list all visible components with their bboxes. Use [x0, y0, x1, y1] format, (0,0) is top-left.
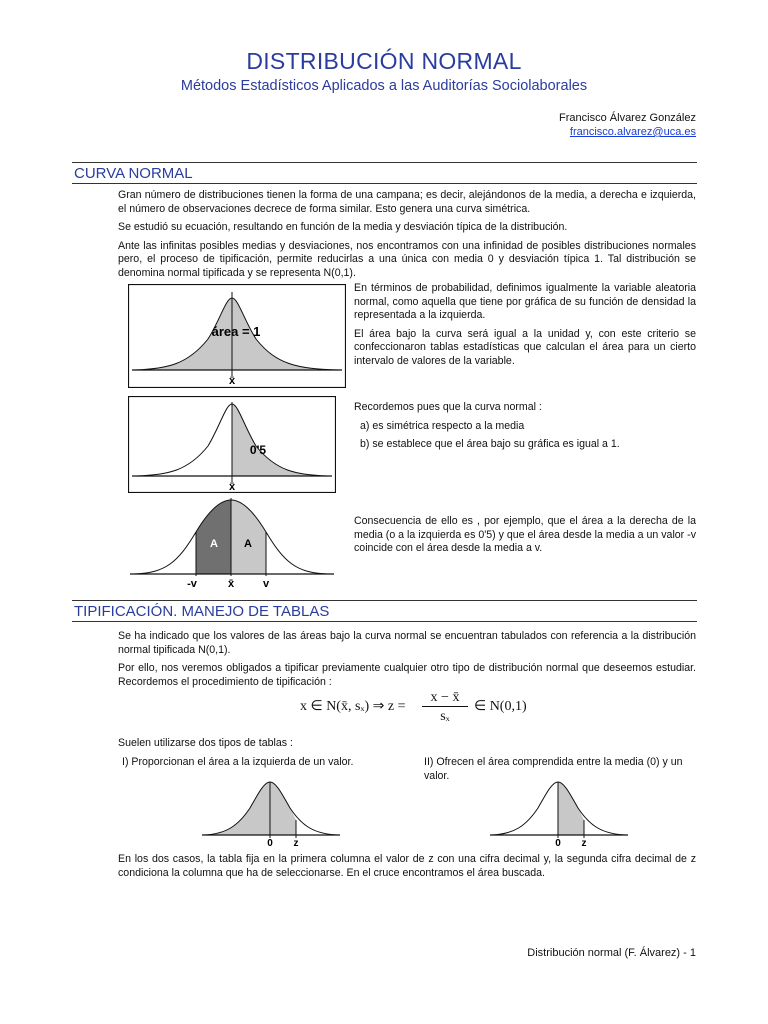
figure-normal-curve-half: [128, 396, 336, 493]
paragraph: Se estudió su ecuación, resultando en función de la media y desviación típica de la distribución.: [118, 221, 568, 233]
section-title-curva-normal: CURVA NORMAL: [72, 162, 697, 184]
axis-mean-label: x̄: [228, 375, 236, 387]
figure-normal-curve-area-one: [128, 284, 346, 388]
list-item: b) se establece que el área bajo su gráfica es igual a 1.: [360, 438, 620, 450]
tipificacion-text: [118, 630, 696, 694]
intro-text: [118, 189, 696, 285]
conclusion-text: [118, 853, 696, 885]
table-types-intro: [118, 737, 696, 756]
formula-numerator: x − x̄: [422, 690, 468, 707]
area-label-left: A: [210, 538, 218, 550]
paragraph: Ante las infinitas posibles medias y desviaciones, nos encontramos con una infinidad de posibles distribuciones normales pero, el proceso de tipificación, permite reducirlas a una única con media 0 y desviación típica 1. Tal distribución se denomina normal tipificada y se representa N(0,1).: [118, 239, 696, 279]
author-block: [559, 111, 696, 139]
paragraph: Gran número de distribuciones tienen la forma de una campana; es decir, alejándonos de la media, a derecha e izquierda, el número de observaciones decrece de forma similar. Esto genera una curva simétrica.: [118, 189, 696, 215]
paragraph: I) Proporcionan el área a la izquierda de un valor.: [122, 756, 354, 768]
page-title: DISTRIBUCIÓN NORMAL: [246, 48, 522, 74]
paragraph: En términos de probabilidad, definimos igualmente la variable aleatoria normal, como aquella que tiene por gráfica de su función de densidad la representada a la izquierda.: [354, 282, 696, 321]
consequence-text: [354, 515, 696, 561]
figure-table-left-area: [200, 778, 342, 850]
paragraph: Por ello, nos veremos obligados a tipificar previamente cualquier otro tipo de distribución normal que deseemos estudiar. Recordemos el procedimiento de tipificación :: [118, 662, 696, 688]
probability-text: [354, 282, 696, 373]
author-email-link[interactable]: francisco.alvarez@uca.es: [569, 126, 696, 138]
axis-neg-v-label: -v: [187, 578, 197, 590]
paragraph: Consecuencia de ello es , por ejemplo, que el área a la derecha de la media (o a la izquierda es 0'5) y que el área desde la media a un valor -v coincide con el área desde la media a v.: [354, 515, 696, 554]
axis-mean-label: x̄: [227, 578, 235, 590]
figure-table-mean-to-z-area: [488, 778, 630, 850]
axis-v-label: v: [262, 578, 270, 590]
paragraph: Recordemos pues que la curva normal :: [354, 401, 542, 413]
paragraph: En los dos casos, la tabla fija en la primera columna el valor de z con una cifra decimal y, la segunda cifra decimal de z condiciona la columna que ha de seleccionarse. En el cruce encontramos el área buscada.: [118, 853, 696, 879]
axis-zero-label: 0: [555, 838, 561, 849]
standardization-formula: [300, 690, 540, 726]
formula-denominator: sₓ: [440, 709, 450, 724]
figure-label: 0'5: [249, 443, 267, 457]
author-name: Francisco Álvarez González: [559, 112, 696, 124]
paragraph: El área bajo la curva será igual a la unidad y, con este criterio se confeccionaron tablas estadísticas que calculan el área para un cierto intervalo de valores de la variable.: [354, 327, 696, 367]
paragraph: Se ha indicado que los valores de las áreas bajo la curva normal se encuentran tabulados con referencia a la distribución normal tipificada N(0,1).: [118, 630, 696, 656]
figure-label: área = 1: [211, 324, 261, 339]
table-type-one: [122, 756, 392, 775]
area-label-right: A: [244, 538, 252, 550]
page-subtitle: Métodos Estadísticos Aplicados a las Auditorías Sociolaborales: [180, 78, 588, 94]
axis-z-label: z: [293, 838, 299, 849]
axis-zero-label: 0: [267, 838, 273, 849]
paragraph: II) Ofrecen el área comprendida entre la media (0) y un valor.: [424, 756, 683, 782]
axis-z-label: z: [581, 838, 587, 849]
formula-right: ∈ N(0,1): [474, 699, 527, 714]
properties-text: [354, 401, 696, 457]
section-title-tipificacion: TIPIFICACIÓN. MANEJO DE TABLAS: [72, 600, 697, 622]
page-footer: Distribución normal (F. Álvarez) - 1: [527, 947, 696, 959]
paragraph: Suelen utilizarse dos tipos de tablas :: [118, 737, 293, 749]
figure-normal-curve-symmetric-areas: [128, 496, 336, 590]
formula-left: x ∈ N(x̄, sₓ) ⇒ z =: [300, 699, 406, 714]
list-item: a) es simétrica respecto a la media: [360, 419, 525, 432]
axis-mean-label: x̄: [228, 481, 236, 493]
